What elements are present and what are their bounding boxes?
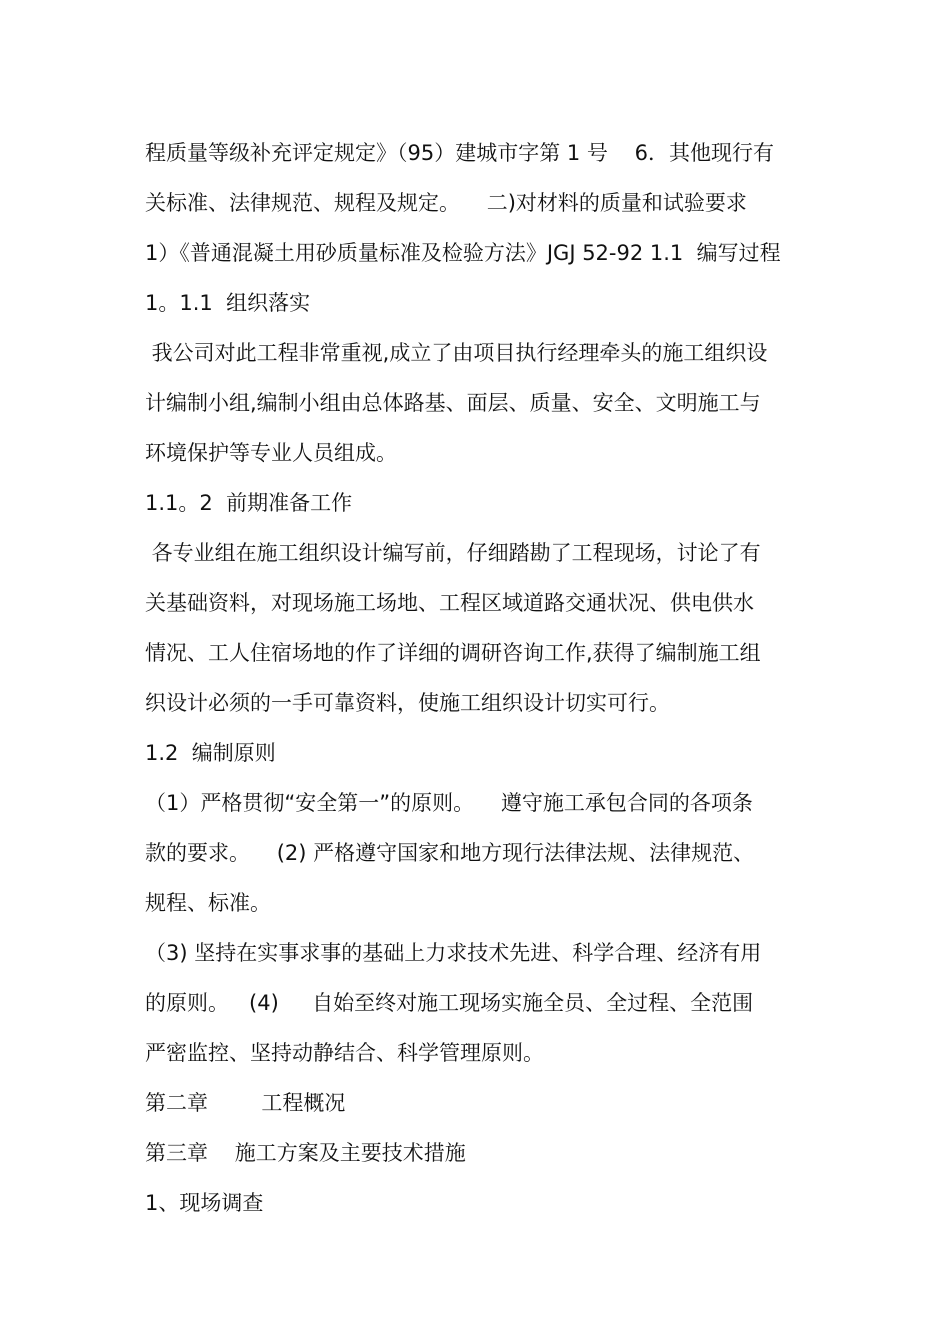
text-line: 关标准、法律规范、规程及规定。 二)对材料的质量和试验要求 (145, 191, 747, 215)
section-heading: 1。1.1 组织落实 (145, 291, 311, 315)
document-body (145, 128, 813, 1228)
chapter-heading: 第三章 施工方案及主要技术措施 (145, 1141, 466, 1165)
text-line: 我公司对此工程非常重视,成立了由项目执行经理牵头的施工组织设 (145, 341, 768, 365)
text-line: 计编制小组,编制小组由总体路基、面层、质量、安全、文明施工与 (145, 391, 761, 415)
text-line: 规程、标准。 (145, 891, 271, 915)
section-heading: 1、现场调查 (145, 1191, 264, 1215)
text-line: 的原则。 (4) 自始至终对施工现场实施全员、全过程、全范围 (145, 991, 754, 1015)
section-heading: 1.1。2 前期准备工作 (145, 491, 353, 515)
text-line: 程质量等级补充评定规定》（95）建城市字第 1 号 6．其他现行有 (145, 141, 774, 165)
text-line: 严密监控、坚持动静结合、科学管理原则。 (145, 1041, 544, 1065)
chapter-heading: 第二章 工程概况 (145, 1091, 346, 1115)
text-line: 织设计必须的一手可靠资料，使施工组织设计切实可行。 (145, 691, 670, 715)
text-line: 各专业组在施工组织设计编写前，仔细踏勘了工程现场，讨论了有 (145, 541, 761, 565)
text-line: （1）严格贯彻“安全第一”的原则。 遵守施工承包合同的各项条 (145, 791, 753, 815)
text-line: 款的要求。 (2) 严格遵守国家和地方现行法律法规、法律规范、 (145, 841, 755, 865)
text-line: 1）《普通混凝土用砂质量标准及检验方法》JGJ 52-92 1.1 编写过程 (145, 241, 781, 265)
text-line: 情况、工人住宿场地的作了详细的调研咨询工作,获得了编制施工组 (145, 641, 761, 665)
text-line: （3) 坚持在实事求事的基础上力求技术先进、科学合理、经济有用 (145, 941, 762, 965)
section-heading: 1.2 编制原则 (145, 741, 276, 765)
text-line: 环境保护等专业人员组成。 (145, 441, 397, 465)
text-line: 关基础资料，对现场施工场地、工程区域道路交通状况、供电供水 (145, 591, 754, 615)
